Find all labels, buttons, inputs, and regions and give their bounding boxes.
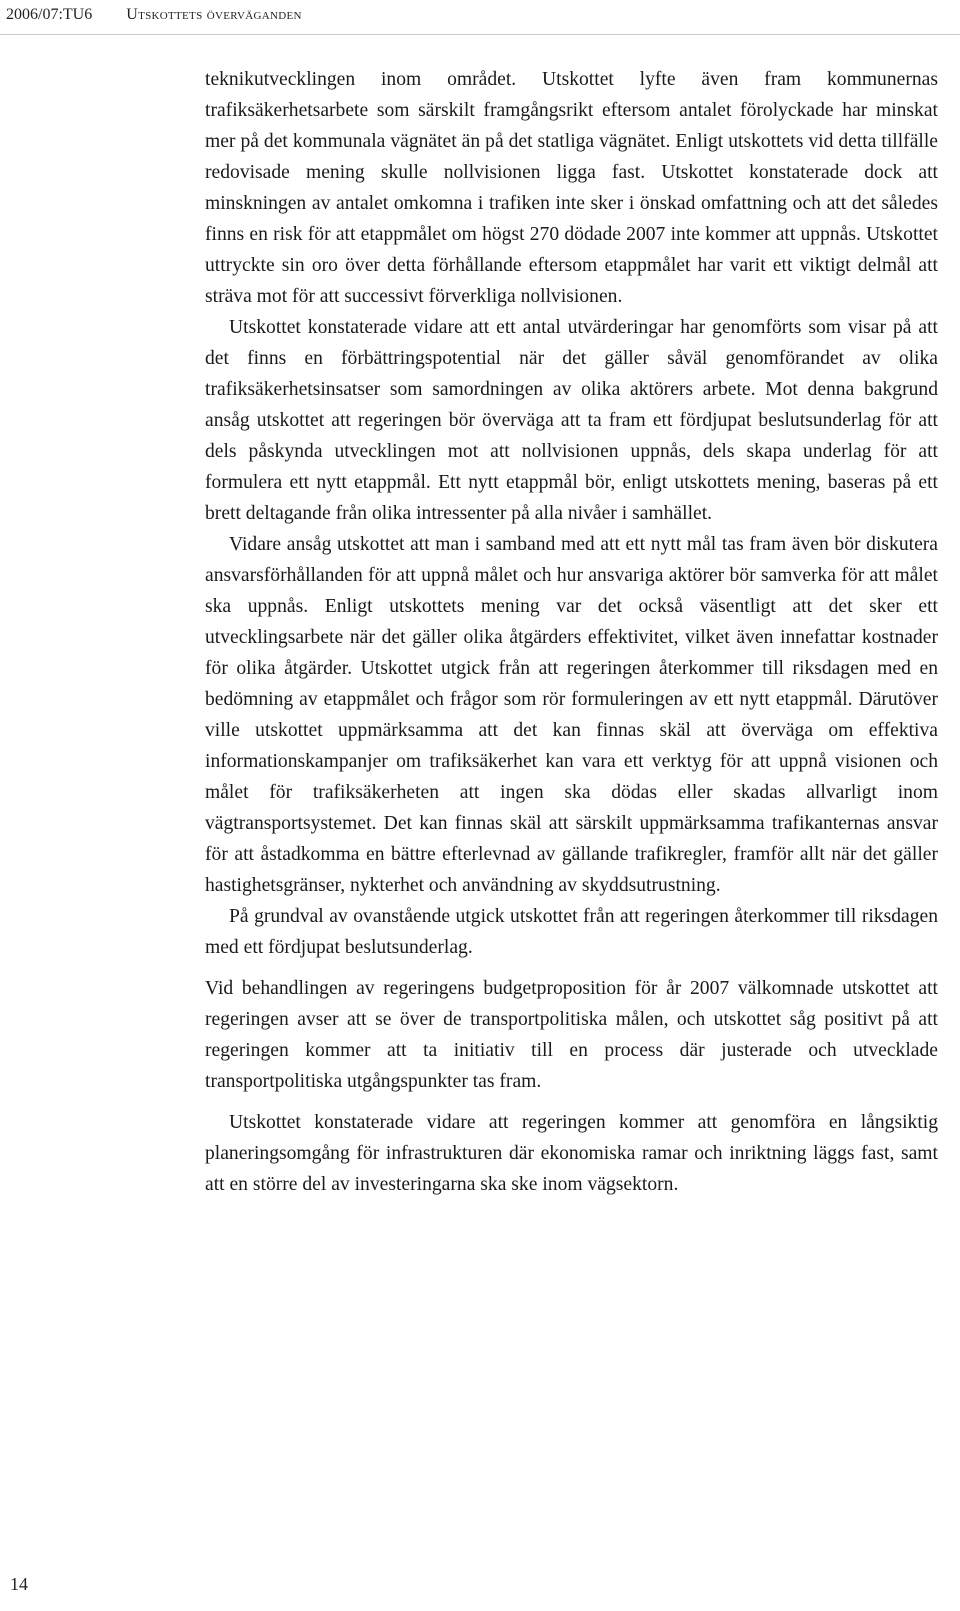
page-number: 14 bbox=[10, 1574, 28, 1594]
section-title: Utskottets överväganden bbox=[126, 6, 302, 23]
paragraph: Utskottet konstaterade vidare att regeringen kommer att genomföra en långsiktig planeringsomgång för infrastrukturen där ekonomiska ramar och inriktning läggs fast, samt att en större del av investeringarna ska ske inom vägsektorn. bbox=[205, 1112, 938, 1195]
paragraph: På grundval av ovanstående utgick utskottet från att regeringen återkommer till riksdagen med ett fördjupat beslutsunderlag. bbox=[205, 906, 938, 958]
paragraph: Vidare ansåg utskottet att man i samband med att ett nytt mål tas fram även bör diskutera ansvarsförhållanden för att uppnå målet och hur ansvariga aktörer bör samverka för att målet ska uppnås. Enligt utskottets mening var det också väsentligt att det sker ett utvecklingsarbete när det gäller olika åtgärders effektivitet, vilket även innefattar kostnader för olika åtgärder. Utskottet utgick från att regeringen återkommer till riksdagen med en bedömning av etappmålet och frågor som rör formuleringen av ett nytt etappmål. Därutöver ville utskottet uppmärksamma att det kan finnas skäl att överväga om effektiva informationskampanjer om trafiksäkerhet kan vara ett verktyg för att uppnå visionen och målet för trafiksäkerheten att ingen ska dödas eller skadas allvarligt inom vägtransportsystemet. Det kan finnas skäl att särskilt uppmärksamma trafikanternas ansvar för att åstadkomma en bättre efterlevnad av gällande trafikregler, framför allt när det gäller hastighetsgränser, nykterhet och användning av skyddsutrustning. bbox=[205, 534, 938, 896]
body-text bbox=[205, 64, 938, 1200]
document-id: 2006/07:TU6 bbox=[6, 6, 93, 23]
header-divider bbox=[0, 34, 960, 35]
paragraph: Utskottet konstaterade vidare att ett antal utvärderingar har genomförts som visar på att det finns en förbättringspotential när det gäller såväl genomförandet av olika trafiksäkerhetsinsatser som samordningen av olika aktörers arbete. Mot denna bakgrund ansåg utskottet att regeringen bör överväga att ta fram ett fördjupat beslutsunderlag för att dels påskynda utvecklingen mot att nollvisionen uppnås, dels skapa underlag för att formulera ett nytt etappmål. Ett nytt etappmål bör, enligt utskottets mening, baseras på ett brett deltagande från olika intressenter på alla nivåer i samhället. bbox=[205, 317, 938, 524]
running-header bbox=[6, 6, 302, 24]
paragraph: Vid behandlingen av regeringens budgetproposition för år 2007 välkomnade utskottet att regeringen avser att se över de transportpolitiska målen, och utskottet såg positivt på att regeringen kommer att ta initiativ till en process där justerade och utvecklade transportpolitiska utgångspunkter tas fram. bbox=[205, 978, 938, 1092]
paragraph: teknikutvecklingen inom området. Utskottet lyfte även fram kommunernas trafiksäkerhetsarbete som särskilt framgångsrikt eftersom antalet förolyckade har minskat mer på det kommunala vägnätet än på det statliga vägnätet. Enligt utskottets vid detta tillfälle redovisade mening skulle nollvisionen ligga fast. Utskottet konstaterade dock att minskningen av antalet omkomna i trafiken inte sker i önskad omfattning och att det således finns en risk för att etappmålet om högst 270 dödade 2007 inte kommer att uppnås. Utskottet uttryckte sin oro över detta förhållande eftersom etappmålet har varit ett viktigt delmål att sträva mot för att successivt förverkliga nollvisionen. bbox=[205, 69, 938, 307]
